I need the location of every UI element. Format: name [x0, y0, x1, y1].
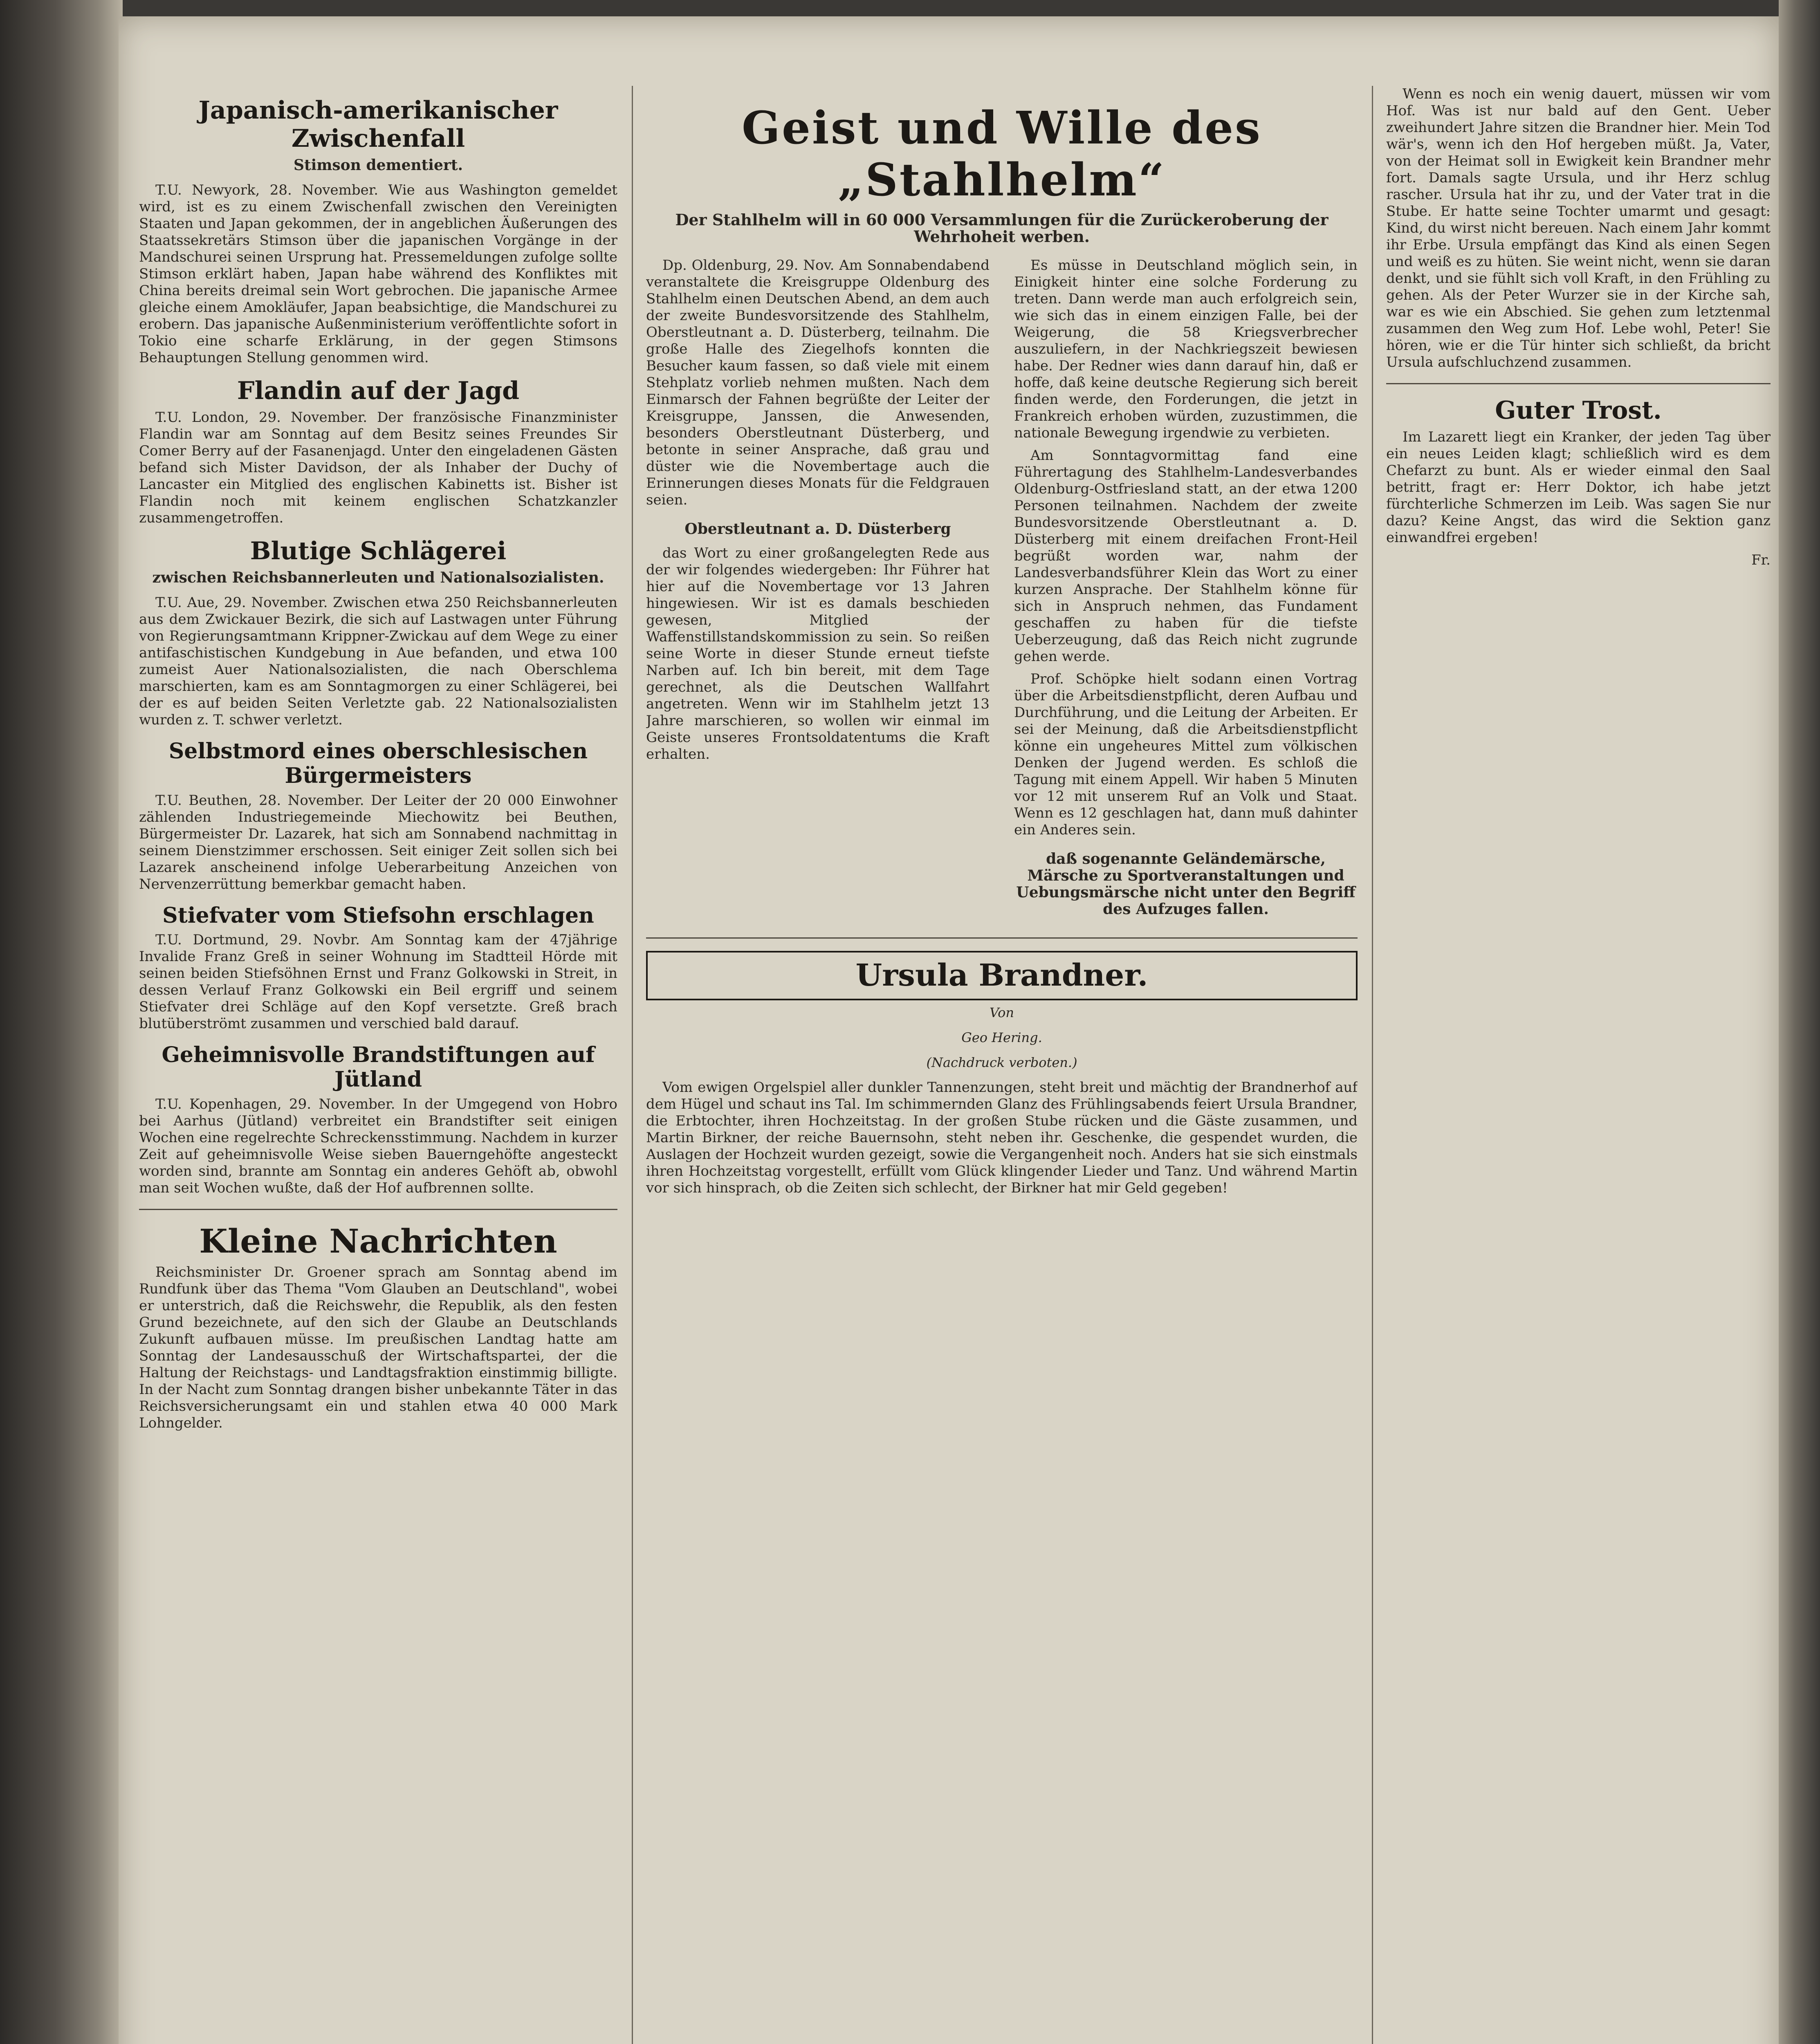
article-body: T.U. Kopenhagen, 29. November. In der Umgegend von Hobro bei Aarhus (Jütland) verbreitet ein Brandstifter seit einigen Wochen eine regelrechte Schreckensstimmung. Nachdem in kurzer Zeit auf geheimnisvolle Weise sieben Bauerngehöfte angesteckt worden sind, brannte am Sonntag ein anderes Gehöft ab, obwohl man seit Wochen wußte, daß der Hof aufbrennen sollte.	[139, 1096, 617, 1196]
book-gutter	[0, 0, 123, 2044]
column-rule	[632, 86, 633, 2044]
subheadline: Stimson dementiert.	[294, 157, 463, 174]
page-edge	[1779, 0, 1820, 2044]
novel-byline: Von	[989, 1005, 1014, 1021]
main-article-header	[646, 102, 1358, 245]
novel-title: Ursula Brandner.	[646, 951, 1358, 1000]
headline: Geheimnisvolle Brandstiftungen auf Jütland	[162, 1042, 595, 1092]
column-center	[646, 86, 1358, 2044]
column-right	[1386, 86, 1771, 2044]
main-headline: Geist und Wille des „Stahlhelm“	[742, 101, 1262, 206]
article-body: Reichsminister Dr. Groener sprach am Sonntag abend im Rundfunk über das Thema "Vom Glauben an Deutschland", wobei er unterstrich, daß die Reichswehr, die Republik, als den festen Grund bezeichnete, auf den sich der Glaube an Deutschlands Zukunft aufbauen müsse. Im preußischen Landtag hatte am Sonntag der Landesausschuß der Wirtschaftspartei, der die Haltung der Reichstags- und Landtagsfraktion einstimmig billigte. In der Nacht zum Sonntag drangen bisher unbekannte Täter in das Reichsversicherungsamt ein und stahlen etwa 40 000 Mark Lohngelder.	[139, 1264, 617, 1431]
subheadline: zwischen Reichsbannerleuten und Nationalsozialisten.	[152, 569, 604, 586]
main-article-col-b	[1014, 257, 1358, 925]
subheadline: Oberstleutnant a. D. Düsterberg	[684, 520, 951, 538]
article-body: T.U. Aue, 29. November. Zwischen etwa 250 Reichsbannerleuten aus dem Zwickauer Bezirk, die sich auf Lastwagen unter Führung von Regierungsamtmann Krippner-Zwickau auf dem Wege zu einer antifaschistischen Kundgebung in Aue befanden, und etwa 100 zumeist Auer Nationalsozialisten, die nach Oberschlema marschierten, kam es am Sonntagmorgen zu einer Schlägerei, bei der es auf beiden Seiten Verletzte gab. 22 Nationalsozialisten wurden z. T. schwer verletzt.	[139, 594, 617, 728]
main-article-columns	[646, 257, 1358, 925]
novel-continuation: Wenn es noch ein wenig dauert, müssen wir vom Hof. Was ist nur bald auf den Gent. Ueber zweihundert Jahre sitzen die Brandner hier. Mein Tod wär's, wenn ich den Hof hergeben müßt. Ja, Vater, von der Heimat soll in Ewigkeit kein Brandner mehr fort. Damals sagte Ursula, und ihr Herz schlug rascher. Ursula hat ihr zu, und der Vater trat in die Stube. Er hatte seine Tochter umarmt und gesagt: Kind, du wirst nicht bereuen. Nach einem Jahr kommt ihr Erbe. Ursula empfängt das Kind als einen Segen und weiß es zu hüten. Sie weint nicht, wenn sie daran denkt, und sie fühlt sich voll Kraft, in den Frühling zu gehen. Als der Peter Wurzer sie in der Kirche sah, war es wie ein Abschied. Sie gehen zum letztenmal zusammen den Weg zum Hof. Lebe wohl, Peter! Sie hören, wie er die Tür hinter sich schließt, da bricht Ursula aufschluchzend zusammen.	[1386, 86, 1771, 370]
article-body: T.U. Newyork, 28. November. Wie aus Washington gemeldet wird, ist es zu einem Zwischenfall zwischen den Vereinigten Staaten und Japan gekommen, der in angeblichen Äußerungen des Staatssekretärs Stimson über die japanischen Vorgänge in der Mandschurei seinen Ursprung hat. Pressemeldungen zufolge sollte Stimson erklärt haben, Japan habe während des Konfliktes mit China bereits dreimal sein Wort gebrochen. Die japanische Armee gleiche einem Amokläufer, Japan beabsichtige, die Mandschurei zu erobern. Das japanische Außenministerium veröffentlichte sofort in Tokio eine scharfe Erklärung, in der gegen Stimsons Behauptungen Stellung genommen wird.	[139, 182, 617, 366]
main-deck: Der Stahlhelm will in 60 000 Versammlungen für die Zurückeroberung der Wehrhoheit werben.	[675, 211, 1329, 246]
article-body: Am Sonntagvormittag fand eine Führertagung des Stahlhelm-Landesverbandes Oldenburg-Ostfriesland statt, an der etwa 1200 Personen teilnahmen. Nachdem der zweite Bundesvorsitzende Oberstleutnant a. D. Düsterberg mit einem dreifachen Front-Heil begrüßt worden war, nahm der Landesverbandsführer Klein das Wort zu einer kurzen Ansprache. Der Stahlhelm könne für sich in Anspruch nehmen, das Fundament geschaffen zu haben für die tiefste Ueberzeugung, daß das Reich nicht zugrunde gehen werde.	[1014, 447, 1358, 665]
bold-note: daß sogenannte Geländemärsche, Märsche zu Sportveranstaltungen und Uebungsmärsche nicht unter den Begriff des Aufzuges fallen.	[1016, 850, 1355, 918]
author-sign: Fr.	[1751, 552, 1771, 568]
headline: Guter Trost.	[1495, 396, 1662, 425]
article-body: Prof. Schöpke hielt sodann einen Vortrag über die Arbeitsdienstpflicht, deren Aufbau und Durchführung, und die Leitung der Arbeiten. Er sei der Meinung, daß die Arbeitsdienstpflicht könne ein ungeheures Mittel zum völkischen Denken der Jugend werden. Es schloß die Tagung mit einem Appell. Wir haben 5 Minuten vor 12 mit unserem Ruf an Volk und Staat. Wenn es 12 geschlagen hat, dann muß dahinter ein Anderes sein.	[1014, 671, 1358, 838]
headline: Blutige Schlägerei	[250, 537, 507, 565]
novel-author: Geo Hering.	[961, 1030, 1042, 1046]
divider	[1386, 383, 1771, 384]
headline: Selbstmord eines oberschlesischen Bürgermeisters	[168, 739, 588, 788]
article-body: Es müsse in Deutschland möglich sein, in Einigkeit hinter eine solche Forderung zu treten. Dann werde man auch erfolgreich sein, wie sich das in einem einzigen Falle, bei der Weigerung, die 58 Kriegsverbrecher auszuliefern, in der Nachkriegszeit bewiesen habe. Der Redner wies dann darauf hin, daß er hoffe, daß keine deutsche Regierung sich bereit finden werde, den Forderungen, die jetzt in Frankreich erhoben würden, zuzustimmen, die nationale Bewegung irgendwie zu verbieten.	[1014, 257, 1358, 441]
reprint-note: (Nachdruck verboten.)	[926, 1055, 1077, 1071]
article-body: T.U. Dortmund, 29. Novbr. Am Sonntag kam der 47jährige Invalide Franz Greß in seiner Wohnung im Stadtteil Hörde mit seinen beiden Stiefsöhnen Ernst und Franz Golkowski in Streit, in dessen Verlauf Franz Golkowski ein Beil ergriff und seinem Stiefvater drei Schläge auf den Kopf versetzte. Greß brach blutüberströmt zusammen und verschied bald darauf.	[139, 932, 617, 1032]
article-body: T.U. London, 29. November. Der französische Finanzminister Flandin war am Sonntag auf dem Besitz seines Freundes Sir Comer Berry auf der Fasanenjagd. Unter den eingeladenen Gästen befand sich Mister Davidson, der als Inhaber der Duchy of Lancaster ein Mitglied des englischen Kabinetts ist. Bisher ist Flandin noch mit keinem englischen Schatzkanzler zusammengetroffen.	[139, 409, 617, 526]
column-left	[139, 86, 617, 2044]
headline: Kleine Nachrichten	[199, 1221, 557, 1260]
main-article-col-a	[646, 257, 990, 925]
headline: Stiefvater vom Stiefsohn erschlagen	[162, 903, 594, 928]
article-body: Dp. Oldenburg, 29. Nov. Am Sonnabendabend veranstaltete die Kreisgruppe Oldenburg des Stahlhelm einen Deutschen Abend, an dem auch der zweite Bundesvorsitzende des Stahlhelm, Oberstleutnant a. D. Düsterberg, teilnahm. Die große Halle des Ziegelhofs konnten die Besucher kaum fassen, so daß viele mit einem Stehplatz vorlieb nehmen mußten. Nach dem Einmarsch der Fahnen begrüßte der Leiter der Kreisgruppe, Janssen, die Anwesenden, besonders Oberstleutnant Düsterberg, und betonte in seiner Ansprache, daß grau und düster wie die Novembertage auch die Erinnerungen dieses Monats für die Feldgrauen seien.	[646, 257, 990, 508]
article-body: T.U. Beuthen, 28. November. Der Leiter der 20 000 Einwohner zählenden Industriegemeinde Miechowitz bei Beuthen, Bürgermeister Dr. Lazarek, hat sich am Sonnabend nachmittag in seinem Dienstzimmer erschossen. Seit einiger Zeit sollen sich bei Lazarek anscheinend infolge Ueberarbeitung Anzeichen von Nervenzerrüttung bemerkbar gemacht haben.	[139, 792, 617, 892]
column-rule	[1372, 86, 1373, 2044]
divider	[646, 937, 1358, 939]
article-body: das Wort zu einer großangelegten Rede aus der wir folgendes wiedergeben: Ihr Führer hat hier auf die Novembertage vor 13 Jahren hingewiesen. Wir ist es damals beschieden gewesen, Mitglied der Waffenstillstandskommission zu sein. So reißen seine Worte in dieser Stunde erneut tiefste Narben auf. Ich bin bereit, mit dem Tage gerechnet, als die Deutschen Wallfahrt angetreten. Wenn wir im Stahlhelm jetzt 13 Jahre marschieren, so wollen wir einmal im Geiste unseres Frontsoldatentums die Kraft erhalten.	[646, 545, 990, 762]
novel-body: Vom ewigen Orgelspiel aller dunkler Tannenzungen, steht breit und mächtig der Brandnerhof auf dem Hügel und schaut ins Tal. Im schimmernden Glanz des Frühlingsabends feiert Ursula Brandner, die Erbtochter, ihren Hochzeitstag. In der großen Stube rücken und die Gäste zusammen, und Martin Birkner, der reiche Bauernsohn, steht neben ihr. Geschenke, die gespendet wurden, die Auslagen der Hochzeit wurden gezeigt, sowie die Vergangenheit noch. Anders hat sie sich einstmals ihren Hochzeitstag vorgestellt, erfüllt vom Glück klingender Lieder und Tanz. Und während Martin vor sich hinsprach, ob die Zeiten sich schlecht, der Birkner hat mir Geld gegeben!	[646, 1079, 1358, 1197]
article-body: Im Lazarett liegt ein Kranker, der jeden Tag über ein neues Leiden klagt; schließlich wird es dem Chefarzt zu bunt. Als er wieder einmal den Saal betritt, fragt er: Herr Doktor, ich habe jetzt fürchterliche Schmerzen im Leib. Was sagen Sie nur dazu? Keine Angst, das wird die Sektion ganz einwandfrei ergeben!	[1386, 429, 1771, 546]
headline: Flandin auf der Jagd	[237, 377, 520, 405]
divider	[139, 1209, 617, 1210]
headline: Japanisch-amerikanischer Zwischenfall	[198, 96, 558, 153]
